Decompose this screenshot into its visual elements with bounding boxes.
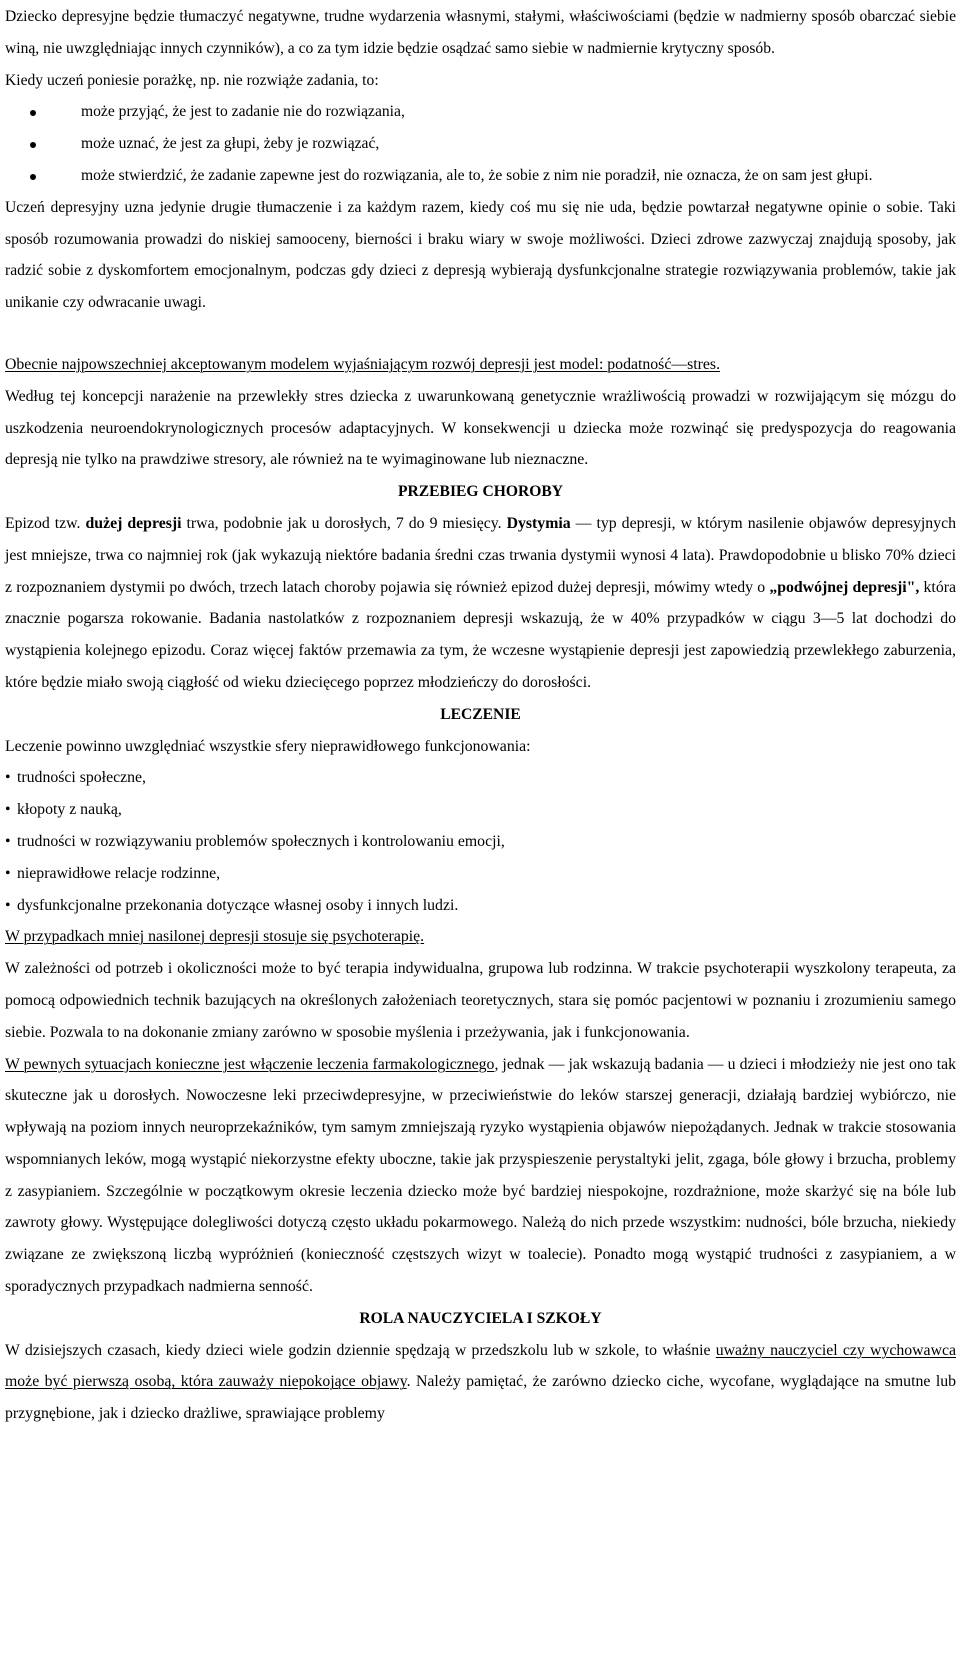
spacer	[5, 319, 956, 349]
list-item: może przyjąć, że jest to zadanie nie do rozwiązania,	[5, 96, 956, 128]
heading-przebieg: PRZEBIEG CHOROBY	[397, 483, 564, 501]
section-attribution	[5, 0, 956, 319]
heading-rola: ROLA NAUCZYCIELA I SZKOŁY	[359, 1309, 602, 1327]
paragraph-conclusion: Uczeń depresyjny uzna jedynie drugie tłumaczenie i za każdym razem, kiedy coś mu się nie uda, będzie powtarzał negatywne opinie o sobie. Taki sposób rozumowania prowadzi do niskiej samooceny, bierności i braku wiary w swoje możliwości. Dzieci zdrowe zazwyczaj znajdują sposoby, jak radzić sobie z dyskomfortem emocjonalnym, podczas gdy dzieci z depresją wybierają dysfunkcjonalne strategie rozwiązywania problemów, takie jak unikanie czy odwracanie uwagi.	[5, 198, 956, 312]
list-item: może stwierdzić, że zadanie zapewne jest do rozwiązania, ale to, że sobie z nim nie poradził, nie oznacza, że on sam jest głupi.	[5, 160, 956, 192]
list-item: może uznać, że jest za głupi, żeby je rozwiązać,	[5, 128, 956, 160]
paragraph-psychotherapy: W zależności od potrzeb i okoliczności może to być terapia indywidualna, grupowa lub rodzinna. W trakcie psychoterapii wyszkolony terapeuta, za pomocą odpowiednich technik bazujących na określonych założeniach teoretycznych, stara się pomóc pacjentowi w poznaniu i zrozumieniu samego siebie. Pozwala to na dokonanie zmiany zarówno w sposobie myślenia i przeżywania, jak i funkcjonowania.	[5, 960, 956, 1041]
list-item: • trudności w rozwiązywaniu problemów społecznych i kontrolowaniu emocji,	[5, 826, 956, 858]
bullet-list-spheres	[5, 762, 956, 921]
list-item: • nieprawidłowe relacje rodzinne,	[5, 858, 956, 890]
paragraph-pharmacotherapy: W pewnych sytuacjach konieczne jest włączenie leczenia farmakologicznego, jednak — jak wskazują badania — u dzieci i młodzieży nie jest ono tak skuteczne jak u dorosłych. Nowoczesne leki przeciwdepresyjne, w przeciwieństwie do leków starszej generacji, działają bardziej wybiórczo, nie wpływają na poziom innych neuroprzekaźników, tym samym zmniejszają ryzyko wystąpienia objawów niepożądanych. Jednak w trakcie stosowania wspomnianych leków, mogą wystąpić niekorzystne efekty uboczne, takie jak przyspieszenie perystaltyki jelit, zgaga, bóle głowy i brzucha, problemy z zasypianiem. Szczególnie w początkowym okresie leczenia dziecko może być bardziej niespokojne, rozdrażnione, może skarżyć się na bóle lub zawroty głowy. Występujące dolegliwości dotyczą często układu pokarmowego. Należą do nich przede wszystkim: nudności, bóle brzucha, niekiedy związane ze zwiększoną liczbą wypróżnień (konieczność częstszych wizyt w toalecie). Ponadto mogą wystąpić trudności z zasypianiem, a w sporadycznych przypadkach nadmierna senność.	[5, 1055, 956, 1296]
paragraph-rola: W dzisiejszych czasach, kiedy dzieci wiele godzin dziennie spędzają w przedszkolu lub w szkole, to właśnie uważny nauczyciel czy wychowawca może być pierwszą osobą, która zauważy niepokojące objawy. Należy pamiętać, że zarówno dziecko ciche, wycofane, wyglądające na smutne lub przygnębione, jak i dziecko drażliwe, sprawiające problemy	[5, 1341, 957, 1423]
list-item: • kłopoty z nauką,	[5, 794, 956, 826]
psychotherapy-heading: W przypadkach mniej nasilonej depresji stosuje się psychoterapię.	[5, 928, 425, 946]
list-item: • trudności społeczne,	[5, 762, 956, 794]
list-item: • dysfunkcjonalne przekonania dotyczące własnej osoby i innych ludzi.	[5, 890, 956, 922]
model-heading: Obecnie najpowszechniej akceptowanym modelem wyjaśniającym rozwój depresji jest model: podatność—stres.	[5, 355, 721, 373]
paragraph-leczenie-lead: Leczenie powinno uwzględniać wszystkie sfery nieprawidłowego funkcjonowania:	[5, 737, 531, 755]
heading-leczenie: LECZENIE	[440, 705, 521, 723]
paragraph-lead: Kiedy uczeń poniesie porażkę, np. nie rozwiąże zadania, to:	[5, 71, 379, 89]
paragraph-intro: Dziecko depresyjne będzie tłumaczyć negatywne, trudne wydarzenia własnymi, stałymi, właściwościami (będzie w nadmierny sposób obarczać siebie winą, nie uwzględniając innych czynników), a co za tym idzie będzie osądzać samo siebie w nadmiernie krytyczny sposób.	[5, 8, 956, 57]
paragraph-model: Według tej koncepcji narażenie na przewlekły stres dziecka z uwarunkowaną genetycznie wrażliwością prowadzi w rozwijającym się mózgu do uszkodzenia neuroendokrynologicznych procesów adaptacyjnych. W konsekwencji u dziecka może rozwinąć się predyspozycja do reagowania depresją nie tylko na prawdziwe stresory, ale również na te wyimaginowane lub nieznaczne.	[5, 387, 956, 469]
section-main	[5, 349, 956, 1430]
bullet-list-reactions	[5, 96, 956, 191]
paragraph-przebieg: Epizod tzw. dużej depresji trwa, podobnie jak u dorosłych, 7 do 9 miesięcy. Dystymia — typ depresji, w którym nasilenie objawów depresyjnych jest mniejsze, trwa co najmniej rok (jak wykazują niektóre badania średni czas trwania dystymii wynosi 4 lata). Prawdopodobnie u blisko 70% dzieci z rozpoznaniem dystymii po dwóch, trzech latach choroby pojawia się również epizod dużej depresji, mówimy wtedy o „podwójnej depresji", która znacznie pogarsza rokowanie. Badania nastolatków z rozpoznaniem depresji wskazują, że w 40% przypadków w ciągu 3—5 lat dochodzi do wystąpienia kolejnego epizodu. Coraz więcej faktów przemawia za tym, że wczesne wystąpienie depresji jest zapowiedzią przewlekłego zaburzenia, które będzie miało swoją ciągłość od wieku dziecięcego poprzez młodzieńczy do dorosłości.	[5, 514, 957, 691]
